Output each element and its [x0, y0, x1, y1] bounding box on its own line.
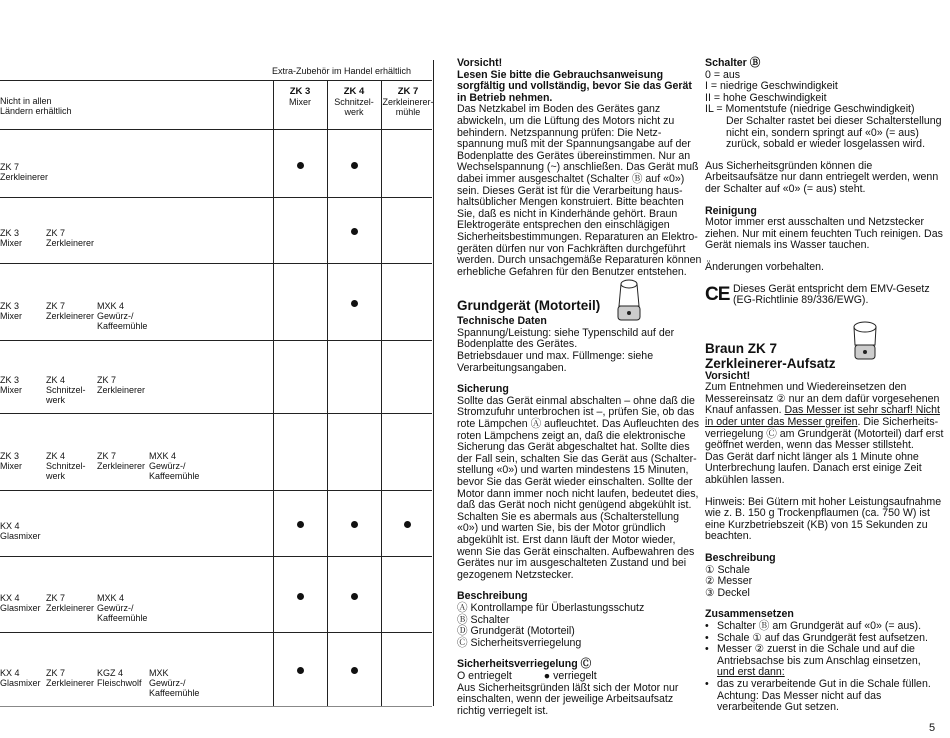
- table-row-line: [0, 263, 432, 264]
- text-line: dabei immer ausgeschaltet (Schalter Ⓑ auf «0»): [457, 172, 685, 185]
- assembly-step-line: Antriebsachse bis zum Anschlag einsetzen,: [717, 654, 921, 667]
- table-cell-accessory: [0, 593, 41, 613]
- compatibility-dot-icon: [351, 667, 358, 674]
- assembly-step-line: das zu verarbeitende Gut in die Schale füllen.: [717, 677, 931, 690]
- table-cell-accessory: [0, 451, 22, 471]
- text-line: Ⓒ Sicherheitsverriegelung: [457, 636, 582, 649]
- table-cell-accessory: [97, 375, 145, 395]
- zk7-text: Messereinsatz ② nur an dem dafür vorgesehenen: [705, 392, 940, 405]
- cell-line: MXK 4: [97, 593, 125, 603]
- compatibility-dot-icon: [351, 300, 358, 307]
- table-cell-accessory: [0, 228, 22, 248]
- text-line: Der Schalter rastet bei dieser Schalterstellung: [726, 114, 942, 127]
- tech-title: Technische Daten: [457, 315, 547, 328]
- page-number: 5: [929, 722, 936, 734]
- text-line: Ⓐ Kontrollampe für Überlastungsschutz: [457, 601, 645, 614]
- switch-list: [705, 70, 943, 116]
- text-line: Wechselspannung (~) anschließen. Das Gerät muß: [457, 161, 699, 174]
- compatibility-dot-icon: [297, 667, 304, 674]
- motor-unit-icon: [612, 278, 646, 324]
- assembly-step-line: Achtung: Das Messer nicht auf das: [717, 689, 882, 702]
- ce-text: Dieses Gerät entspricht dem EMV-Gesetz: [733, 282, 930, 295]
- table-cell-accessory: [97, 301, 147, 331]
- cell-line: KX 4: [0, 668, 20, 678]
- text-line: daß das Gerät noch nicht genügend abgekühlt ist.: [457, 499, 692, 512]
- text-line: sein. Dieses Gerät ist für die Verarbeitung haus-: [457, 184, 683, 197]
- warning-bold-line: in Betrieb nehmen.: [457, 91, 553, 104]
- column-2: [705, 58, 943, 714]
- text-line: der Schalter auf «0» (= aus) steht.: [705, 182, 866, 195]
- text-line: der Fall sein, schalten Sie das Gerät aus (Schalter-: [457, 452, 697, 465]
- zk7-text: Zum Entnehmen und Wiedereinsetzen den: [705, 381, 907, 394]
- text-line: Bodenplatte des Gerätes.: [457, 338, 578, 351]
- text-line: Schalten Sie es abermals aus (Schalterstellung: [457, 510, 679, 523]
- cell-line: Mixer: [0, 311, 22, 321]
- compatibility-dot-icon: [351, 162, 358, 169]
- text-line: 0 = aus: [705, 68, 741, 81]
- table-cell-accessory: [149, 451, 199, 481]
- desc-title: Beschreibung: [457, 590, 528, 603]
- compatibility-dot-icon: [404, 521, 411, 528]
- text-line: eine Kurzbetriebszeit (KB) von 15 Sekunden zu: [705, 518, 928, 531]
- text-line: Bodenplatte des Gerätes übereinstimmen. Nur an: [457, 149, 691, 162]
- text-line: Spannung/Leistung: siehe Typenschild auf der: [457, 326, 675, 339]
- table-cell-accessory: [97, 451, 145, 471]
- header-bottom-line: [0, 129, 432, 130]
- text-line: Sicherheitsbestimmungen. Reparaturen an Elektro-: [457, 230, 698, 243]
- zk7-desc-list: [705, 565, 943, 600]
- cell-line: Schnitzel-: [46, 461, 86, 471]
- text-line: ziehen. Nur mit einem feuchten Tuch reinigen. Das: [705, 227, 943, 240]
- text-line: Betriebsdauer und max. Füllmenge: siehe: [457, 350, 654, 363]
- table-cell-accessory: [97, 593, 147, 623]
- table-cell-accessory: [149, 668, 199, 698]
- text-line: nicht ein, sondern springt auf «0» (= aus): [726, 126, 919, 139]
- text-line: richtig verriegelt ist.: [457, 704, 549, 717]
- zk7-text: in oder unter das Messer greifen. Die Sicherheits-: [705, 416, 939, 429]
- text-line: «0») und warten Sie, bis der Motor gründlich: [457, 522, 666, 535]
- table-cell-accessory: [46, 451, 86, 481]
- main-title: Grundgerät (Motorteil): [457, 298, 601, 314]
- text-line: beachten.: [705, 530, 752, 543]
- text-line: geräten dürfen nur von Fachkräften durchgeführt: [457, 242, 686, 255]
- assembly-step-line: verarbeitende Gut setzen.: [717, 701, 839, 714]
- cell-line: KX 4: [0, 521, 20, 531]
- cell-line: ZK 3: [0, 375, 20, 385]
- table-cell-accessory: [0, 521, 41, 541]
- text-line: rote Lämpchen Ⓐ aufleuchtet. Das Aufleuchten des: [457, 418, 700, 431]
- chopper-icon: [847, 321, 883, 365]
- table-top-line: [0, 80, 432, 81]
- text-line: Ⓓ Grundgerät (Motorteil): [457, 625, 575, 638]
- cell-line: Gewürz-/: [149, 678, 186, 688]
- cell-line: ZK 7: [46, 668, 66, 678]
- cell-line: Mixer: [0, 385, 22, 395]
- bullet-icon: •: [705, 677, 709, 690]
- cell-line: ZK 3: [0, 228, 20, 238]
- cell-line: ZK 3: [0, 451, 20, 461]
- hint-text: [705, 497, 943, 543]
- cell-line: ZK 7: [0, 162, 20, 172]
- text-line: ② Messer: [705, 575, 753, 588]
- table-row-line: [0, 197, 432, 198]
- table-cell-accessory: [0, 162, 48, 182]
- text-line: ③ Deckel: [705, 586, 750, 599]
- desc-list: [457, 603, 701, 649]
- assembly-step-line: Messer ② zuerst in die Schale und auf die: [717, 643, 915, 656]
- text-line: stellung «0») und warten mindestens 15 Minuten,: [457, 464, 689, 477]
- cell-line: ZK 4: [46, 375, 66, 385]
- text-line: Motor immer erst ausschalten und Netzstecker: [705, 216, 925, 229]
- cell-line: ZK 3: [0, 301, 20, 311]
- table-col-divider-1: [273, 80, 274, 706]
- assembly-step: [705, 644, 943, 679]
- cell-line: Zerkleinerer: [46, 238, 95, 248]
- bullet-icon: •: [705, 643, 709, 656]
- cell-line: Kaffeemühle: [149, 471, 200, 481]
- cell-line: KGZ 4: [97, 668, 124, 678]
- compatibility-dot-icon: [351, 593, 358, 600]
- cell-line: Schnitzel-: [46, 385, 86, 395]
- table-caption: Extra-Zubehör im Handel erhältlich: [272, 66, 412, 76]
- text-line: IL = Momentstufe (niedrige Geschwindigkeit): [705, 103, 915, 116]
- table-row-line: [0, 556, 432, 557]
- lock-title: Sicherheitsverriegelung Ⓒ: [457, 658, 592, 671]
- cell-line: Gewürz-/: [149, 461, 186, 471]
- cell-line: ZK 7: [46, 301, 66, 311]
- text-line: Elektrogeräte entsprechen den einschlägigen: [457, 219, 670, 232]
- cell-line: Kaffeemühle: [149, 688, 200, 698]
- cell-line: Mixer: [0, 238, 22, 248]
- text-line: abkühlen lassen.: [705, 474, 785, 487]
- changes-note: Änderungen vorbehalten.: [705, 260, 824, 273]
- zk7-title: Braun ZK 7: [705, 340, 778, 356]
- cell-line: KX 4: [0, 593, 20, 603]
- lock-text: [457, 683, 701, 718]
- text-line: haltsüblicher Mengen konstruiert. Bitte beachten: [457, 196, 684, 209]
- cell-line: ZK 4: [46, 451, 66, 461]
- compatibility-dot-icon: [351, 228, 358, 235]
- cell-line: Gewürz-/: [97, 311, 134, 321]
- column-1: [457, 58, 701, 717]
- warning-text: [457, 104, 701, 278]
- text-line: behindern. Netzspannung prüfen: Die Netz-: [457, 126, 662, 139]
- table-row-line: [0, 490, 432, 491]
- cell-line: Zerkleinerer: [46, 603, 95, 613]
- cell-line: Zerkleinerer: [0, 172, 49, 182]
- assembly-step-line: und erst dann:: [717, 666, 785, 679]
- clean-title: Reinigung: [705, 204, 757, 217]
- text-line: gezogenem Netzstecker.: [457, 568, 574, 581]
- text-line: Stromzufuhr unterbrochen ist –, prüfen Sie, ob das: [457, 406, 695, 419]
- text-line: bevor Sie das Gerät wieder einschalten. Sollte der: [457, 476, 693, 488]
- table-first-header: Nicht in allen Ländern erhältlich: [0, 96, 72, 116]
- cell-line: ZK 7: [46, 593, 66, 603]
- text-line: Unterbrechung laufen. Danach erst einige Zeit: [705, 462, 922, 475]
- text-line: einschalten, wenn der jeweilige Arbeitsaufsatz: [457, 693, 674, 706]
- cell-line: ZK 7: [46, 228, 66, 238]
- table-right-border: [433, 60, 434, 706]
- cell-line: Mixer: [0, 461, 22, 471]
- cell-line: Glasmixer: [0, 678, 41, 688]
- table-cell-accessory: [46, 228, 94, 248]
- text-line: Motor dann immer noch nicht laufen, bedeutet dies,: [457, 487, 699, 500]
- cell-line: Glasmixer: [0, 531, 41, 541]
- table-cell-accessory: [0, 668, 41, 688]
- table-cell-accessory: [46, 593, 94, 613]
- assembly-step: [705, 679, 943, 714]
- table-row-line: [0, 632, 432, 633]
- warning-title: Vorsicht!: [457, 57, 503, 69]
- text-line: spannung muß mit der Spannungsangabe auf der: [457, 138, 691, 151]
- switch-note: [705, 116, 943, 151]
- text-line: Hinweis: Bei Gütern mit hoher Leistungsaufnahme: [705, 495, 942, 508]
- text-line: Gerätes nur im ausgeschalteten Zustand und bei: [457, 557, 687, 570]
- compatibility-dot-icon: [351, 521, 358, 528]
- fuse-title: Sicherung: [457, 383, 509, 396]
- assembly-step: [705, 621, 943, 633]
- table-row-line: [0, 413, 432, 414]
- tech-text: [457, 328, 701, 374]
- header-zk4: ZK 4 Schnitzel- werk: [334, 86, 374, 117]
- ce-mark-icon: CE: [705, 283, 730, 305]
- header-zk3: ZK 3 Mixer: [289, 86, 311, 107]
- table-row-line: [0, 340, 432, 341]
- table-cell-accessory: [0, 375, 22, 395]
- zk7-title: Zerkleinerer-Aufsatz: [705, 355, 836, 371]
- text-line: abgekühlt ist. Erst dann läuft der Motor wieder,: [457, 533, 676, 546]
- text-line: Sollte das Gerät einmal abschalten – ohne daß die: [457, 394, 695, 407]
- cell-line: MXK 4: [149, 451, 177, 461]
- ce-text: (EG-Richtlinie 89/336/EWG).: [733, 294, 869, 307]
- cell-line: Zerkleinerer: [97, 461, 146, 471]
- text-line: wie z. B. 150 g Trockenpflaumen (ca. 750 W) ist: [705, 507, 930, 520]
- text-line: Arbeitsaufsätze nur dann entriegelt werden, wenn: [705, 171, 939, 184]
- zk7-desc-title: Beschreibung: [705, 552, 776, 564]
- zk7-text: Knauf anfassen. Das Messer ist sehr scharf! Nicht: [705, 404, 940, 417]
- lock-states: O entriegelt ● verriegelt: [457, 669, 597, 682]
- cell-line: ZK 7: [97, 451, 117, 461]
- text-line: Verarbeitungsangaben.: [457, 361, 567, 374]
- compatibility-dot-icon: [297, 593, 304, 600]
- table-cell-accessory: [46, 301, 94, 321]
- cell-line: Kaffeemühle: [97, 321, 148, 331]
- table-cell-accessory: [97, 668, 142, 688]
- text-line: werden. Durch unsachgemäße Reparaturen können: [457, 254, 702, 267]
- text-line: II = hohe Geschwindigkeit: [705, 91, 827, 104]
- text-line: roten Lämpchens zeigt an, daß die elektronische: [457, 429, 686, 442]
- header-zk7: ZK 7 Zerkleinerer- mühle: [382, 86, 434, 117]
- text-line: verriegelung Ⓒ am Grundgerät (Motorteil) darf erst: [705, 427, 944, 440]
- text-line: Aus Sicherheitsgründen läßt sich der Motor nur: [457, 681, 679, 694]
- cell-line: Zerkleinerer: [97, 385, 146, 395]
- warning-bold-line: sorgfältig und vollständig, bevor Sie das Gerät: [457, 80, 692, 93]
- table-col-divider-3: [381, 80, 382, 706]
- text-line: erhebliche Gefahren für den Benutzer entstehen.: [457, 265, 687, 278]
- cell-line: Glasmixer: [0, 603, 41, 613]
- cell-line: Zerkleinerer: [46, 311, 95, 321]
- text-line: Sie, daß es nicht in Kinderhände gehört. Braun: [457, 207, 678, 220]
- text-line: Gerät niemals ins Wasser tauchen.: [705, 239, 870, 252]
- text-line: zurück, sobald er wieder losgelassen wird.: [726, 138, 926, 151]
- safety-text: [705, 161, 943, 196]
- cell-line: Fleischwolf: [97, 678, 142, 688]
- text-line: Ⓑ Schalter: [457, 613, 510, 626]
- compatibility-dot-icon: [297, 162, 304, 169]
- zk7-warning-title: Vorsicht!: [705, 369, 751, 382]
- cell-line: Gewürz-/: [97, 603, 134, 613]
- warning-bold-line: Lesen Sie bitte die Gebrauchsanweisung: [457, 68, 664, 81]
- clean-text: [705, 217, 943, 252]
- text-line: I = niedrige Geschwindigkeit: [705, 80, 838, 93]
- bullet-icon: •: [705, 619, 709, 632]
- table-cell-accessory: [46, 668, 94, 688]
- text-line: Das Netzkabel im Boden des Gerätes ganz: [457, 103, 661, 116]
- assembly-step-line: Schale ① auf das Grundgerät fest aufsetzen.: [717, 631, 928, 644]
- text-line: abwickeln, um die Lüftung des Motors nicht zu: [457, 114, 675, 127]
- assembly-list: [705, 621, 943, 714]
- text-line: Das Gerät darf nicht länger als 1 Minute ohne: [705, 450, 919, 463]
- cell-line: Zerkleinerer: [46, 678, 95, 688]
- table-cell-accessory: [46, 375, 86, 405]
- table-col-divider-2: [327, 80, 328, 706]
- cell-line: Kaffeemühle: [97, 613, 148, 623]
- fuse-text: [457, 396, 701, 582]
- text-line: wenn Sie das Gerät einschalten. Aufbewahren des: [457, 545, 695, 558]
- cell-line: MXK 4: [97, 301, 125, 311]
- text-line: Aus Sicherheitsgründen können die: [705, 159, 873, 172]
- zk7-text: [705, 429, 943, 487]
- cell-line: werk: [46, 395, 66, 405]
- text-line: Sicherung das Gerät abgeschaltet hat. Sollte dies: [457, 441, 690, 454]
- switch-title: Schalter Ⓑ: [705, 57, 761, 69]
- table-row-line: [0, 706, 432, 707]
- cell-line: ZK 7: [97, 375, 117, 385]
- compatibility-dot-icon: [297, 521, 304, 528]
- bullet-icon: •: [705, 631, 709, 644]
- cell-line: werk: [46, 471, 66, 481]
- table-cell-accessory: [0, 301, 22, 321]
- assembly-title: Zusammensetzen: [705, 608, 794, 621]
- text-line: geöffnet werden, wenn das Messer stillsteht.: [705, 439, 914, 452]
- text-line: ① Schale: [705, 563, 750, 576]
- assembly-step-line: Schalter Ⓑ am Grundgerät auf «0» (= aus).: [717, 619, 922, 632]
- cell-line: MXK: [149, 668, 169, 678]
